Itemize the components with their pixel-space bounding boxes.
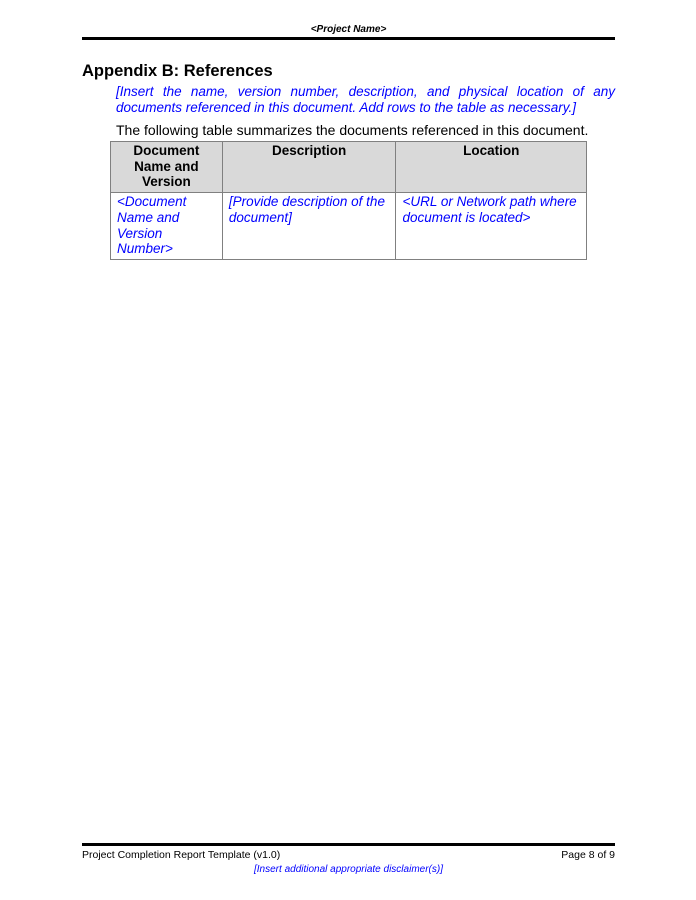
footer-disclaimer: [Insert additional appropriate disclaimer(s)] bbox=[254, 864, 443, 875]
section-title: Appendix B: References bbox=[82, 62, 273, 80]
header-project-name: <Project Name> bbox=[310, 24, 387, 35]
cell-description: [Provide description of the document] bbox=[222, 193, 396, 260]
footer-template-name: Project Completion Report Template (v1.0) bbox=[82, 849, 281, 861]
cell-location: <URL or Network path where document is located> bbox=[396, 193, 587, 260]
column-header-location: Location bbox=[396, 142, 587, 193]
footer-divider bbox=[82, 843, 615, 846]
table-row bbox=[111, 193, 587, 260]
intro-text: The following table summarizes the documents referenced in this document. bbox=[116, 122, 589, 138]
column-header-document: Document Name and Version bbox=[111, 142, 223, 193]
table-header-row bbox=[111, 142, 587, 193]
instructions-text: [Insert the name, version number, description, and physical location of any documents referenced in this document. Add rows to the table as necessary.] bbox=[116, 84, 615, 115]
footer-page-number: Page 8 of 9 bbox=[561, 849, 615, 861]
cell-document: <Document Name and Version Number> bbox=[111, 193, 223, 260]
header-divider bbox=[82, 37, 615, 40]
references-table bbox=[110, 141, 587, 260]
column-header-description: Description bbox=[222, 142, 396, 193]
